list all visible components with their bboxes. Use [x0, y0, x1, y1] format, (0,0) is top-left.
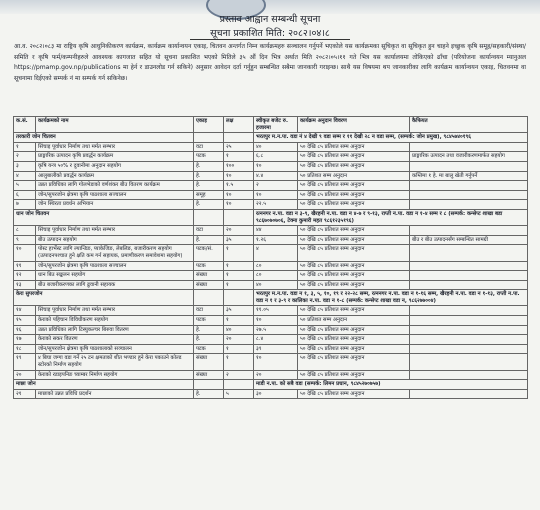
- row-unit: हे.: [194, 325, 224, 335]
- table-row: [14, 142, 528, 152]
- section-blank: [194, 290, 224, 306]
- section-area-contact: रत्ननगर न.पा. वडा न ३-९, खैरहनी न.पा. वडा न ४-७ र ९-१३, राप्ती न.पा. वडा न १-४ सम्म र ८ (सम्पर्क: कन्सेप्ट शाखा बडा ९८६७०७०७०६, टेक्ना कुमारी महत ९८६१२३५१९६): [254, 209, 528, 225]
- row-target: १००: [224, 161, 254, 171]
- row-target: १: [224, 316, 254, 326]
- row-budget: १०: [254, 190, 298, 200]
- table-row: [14, 306, 528, 316]
- table-row: [14, 354, 528, 370]
- row-unit: हे.: [194, 389, 224, 399]
- row-grant: ५० प्रतिशत सम्म अनुदान: [298, 171, 410, 181]
- row-grant: ५० देखि ८५ प्रतिशत सम्म अनुदान: [298, 271, 410, 281]
- section-area-contact: भरतपुर म.न.पा. वडा नं ४ देखी ९ वडा सम्म र ११ देखी २८ न वडा सम्म, (सम्पर्क: जोन प्रमुख), ९८४५७४०१९६: [254, 133, 528, 143]
- row-unit: वटा: [194, 306, 224, 316]
- row-target: १: [224, 245, 254, 261]
- row-sn: २: [14, 152, 36, 162]
- row-grant: ५० देखि ८५ प्रतिशत सम्म अनुदान: [298, 325, 410, 335]
- section-blank: [224, 209, 254, 225]
- table-row: [14, 261, 528, 271]
- row-budget: २७.५: [254, 325, 298, 335]
- row-remarks: [410, 354, 528, 370]
- row-remarks: [410, 344, 528, 354]
- row-grant: ५० देखि ८५ प्रतिशत सम्म अनुदान: [298, 235, 410, 245]
- header-unit: एकाइ: [194, 117, 224, 133]
- header-remarks: कैफियत: [410, 117, 528, 133]
- row-unit: समूह: [194, 190, 224, 200]
- row-unit: संख्या: [194, 354, 224, 370]
- section-row: [14, 133, 528, 143]
- row-remarks: [410, 306, 528, 316]
- row-unit: पटक: [194, 152, 224, 162]
- row-sn: ५: [14, 181, 36, 191]
- row-target: १: [224, 354, 254, 370]
- row-budget: २: [254, 181, 298, 191]
- row-target: १: [224, 271, 254, 281]
- row-unit: हे.: [194, 335, 224, 345]
- row-unit: पटक: [194, 261, 224, 271]
- row-unit: संख्या: [194, 280, 224, 290]
- row-budget: २०: [254, 370, 298, 380]
- table-row: [14, 235, 528, 245]
- row-program: बीउ बजारीकरणका लागि ढुवानी सहायक: [36, 280, 194, 290]
- row-remarks: [410, 280, 528, 290]
- row-sn: १०: [14, 245, 36, 261]
- row-target: २: [224, 370, 254, 380]
- row-target: १०: [224, 190, 254, 200]
- row-budget: ८.४: [254, 335, 298, 345]
- table-row: [14, 226, 528, 236]
- row-program: जोन/सुपरजोन क्षेत्रमा कृषि पाठशालाको सञ्चालन: [36, 344, 194, 354]
- row-unit: संख्या: [194, 271, 224, 281]
- notice-title: प्रस्ताव आह्वान सम्बन्धी सूचना: [219, 14, 321, 25]
- row-sn: १८: [14, 344, 36, 354]
- row-grant: ५० प्रतिशत सम्म अनुदान: [298, 316, 410, 326]
- section-blank: [194, 380, 224, 390]
- row-grant: ५० देखि ८५ प्रतिशत सम्म अनुदान: [298, 161, 410, 171]
- table-row: [14, 245, 528, 261]
- row-program: माछाको उन्नत प्रविधि प्रदर्शन: [36, 389, 194, 399]
- row-remarks: प्राङ्गारिक उत्पादन तथा वजारीकरणमार्फत सहयोग: [410, 152, 528, 162]
- section-area-contact: भरतपुर म.न.पा. वडा न १, ३, ५, १०, १९ र २२-२८ सम्म, रत्ननगर न.पा. वडा न १-१६ सम्म, खैरहनी न.पा. वडा न १-१३, राप्ती न.पा. वडा न १ र ३-९ र कालिका न.पा. वडा न १-८ (सम्पर्क: कन्सेप्ट शाखा वडा न, ९८६२७७००४): [254, 290, 528, 306]
- intro-paragraph: आ.व. २०८२।०८३ मा राष्ट्रिय कृषि आधुनिकीकरण कार्यक्रम, कार्यक्रम कार्यान्वयन एकाइ, चितवन अन्तर्गत निम्न कार्यक्रमहरु सञ्चालन गर्नुपर्ने भएकोले यस कार्यक्रमका सूचिकृत वा सूचिकृत हुन चाहने इच्छुक कृषि समूह/सहकारी/संस्था/समिति र कृषि फर्म/कम्पनीहरुले आवश्यक कागजात सहित यो सूचना प्रकाशित भएको मितिले ३५ औं दिन भित्र अर्थात मिति २०८२।०५।११ गते भित्र यस कार्यालयमा तोकिएको ढाँचा (परियोजना कार्यान्वयन म्यानुअल https://pmamp.gov.np/publications मा हेर्न र डाउनलोड गर्न सकिने) अनुसार आवेदन दर्ता गर्नुहुन सम्बन्धित सबैमा जानकारी गराइन्छ। साथै यस विषयमा थप जानकारीका लागि कार्यक्रम कार्यान्वयन एकाइ, चितवनमा वा सूचनामा दिईएको सम्पर्क नं मा सम्पर्क गर्न सकिनेछ।: [14, 43, 526, 82]
- row-budget: १०: [254, 316, 298, 326]
- row-grant: ५० देखि ८५ प्रतिशत सम्म अनुदान: [298, 200, 410, 210]
- section-area-contact: माडी न.पा. को सबै वडा (सम्पर्क: लिमन प्रधान, ९८४५२७०७५७): [254, 380, 528, 390]
- section-blank: [194, 133, 224, 143]
- header-grant: कार्यक्रम अनुदान विवरण: [298, 117, 410, 133]
- row-target: १: [224, 280, 254, 290]
- row-program: सिंचाइ पूर्वाधार निर्माण तथा मर्मत सम्भार: [36, 306, 194, 316]
- section-title: माछा जोन: [14, 380, 194, 390]
- table-row: [14, 325, 528, 335]
- row-target: १०: [224, 171, 254, 181]
- row-budget: १०: [254, 354, 298, 370]
- row-unit: हे.: [194, 200, 224, 210]
- row-remarks: [410, 271, 528, 281]
- row-remarks: [410, 335, 528, 345]
- row-sn: १५: [14, 316, 36, 326]
- row-program: प्राङ्गारिक उत्पादन कृषि प्रवर्द्धन कार्यक्रम: [36, 152, 194, 162]
- row-grant: ५० देखि ८५ प्रतिशत सम्म अनुदान: [298, 306, 410, 316]
- row-target: ३५: [224, 306, 254, 316]
- table-row: [14, 161, 528, 171]
- row-program: सिंचाइ पूर्वाधार निर्माण तथा मर्मत सम्भार: [36, 226, 194, 236]
- row-budget: १०: [254, 161, 298, 171]
- row-budget: ८०: [254, 271, 298, 281]
- table-header-row: [14, 117, 528, 133]
- row-program: सिंचाइ पूर्वाधार निर्माण तथा मर्मत सम्भार: [36, 142, 194, 152]
- row-grant: ५० देखि ८५ प्रतिशत सम्म अनुदान: [298, 226, 410, 236]
- row-program: धान बिउ सङ्कलन सहयोग: [36, 271, 194, 281]
- header-sn: क.सं.: [14, 117, 36, 133]
- row-sn: ३: [14, 161, 36, 171]
- row-sn: १२: [14, 271, 36, 281]
- row-budget: ४०: [254, 142, 298, 152]
- row-target: १: [224, 344, 254, 354]
- row-remarks: बीउ र बीउ उत्पादनसँग सम्बन्धित सामग्री: [410, 235, 528, 245]
- section-blank: [224, 380, 254, 390]
- row-program: उन्नत प्रविधिका लागि गोलभेडाको वर्णशंकर बीउ वितरण कार्यक्रम: [36, 181, 194, 191]
- row-target: ४०: [224, 325, 254, 335]
- row-target: १: [224, 152, 254, 162]
- row-grant: ५० देखि ८५ प्रतिशत सम्म अनुदान: [298, 389, 410, 399]
- row-unit: हे.: [194, 161, 224, 171]
- table-row: [14, 280, 528, 290]
- row-program: जोन स्थिरता प्रवर्धन अभियान: [36, 200, 194, 210]
- row-unit: संख्या: [194, 370, 224, 380]
- row-target: ३५: [224, 235, 254, 245]
- row-unit: हे.: [194, 235, 224, 245]
- table-row: [14, 181, 528, 191]
- row-unit: हे.: [194, 171, 224, 181]
- row-unit: वटा: [194, 142, 224, 152]
- row-target: २५: [224, 142, 254, 152]
- row-grant: ५० देखि ८५ प्रतिशत सम्म अनुदान: [298, 152, 410, 162]
- row-sn: १६: [14, 325, 36, 335]
- row-program: केराको पहिचान विविधीकरण सहयोग: [36, 316, 194, 326]
- row-program: बीउ उत्पादन सहयोग: [36, 235, 194, 245]
- row-program: केराको रडाइपनिङ च्याम्बर निर्माण सहयोग: [36, 370, 194, 380]
- row-grant: ५० देखि ८५ प्रतिशत सम्म अनुदान: [298, 190, 410, 200]
- row-budget: ८०: [254, 261, 298, 271]
- row-remarks: [410, 226, 528, 236]
- row-remarks: [410, 261, 528, 271]
- row-budget: ३९: [254, 344, 298, 354]
- row-remarks: कम्तिमा १ हे. मा बालु खेती गर्नुपर्ने: [410, 171, 528, 181]
- row-target: १: [224, 261, 254, 271]
- row-budget: ४: [254, 245, 298, 261]
- row-sn: २०: [14, 370, 36, 380]
- section-title: केरा सुपरजोन: [14, 290, 194, 306]
- row-remarks: [410, 190, 528, 200]
- row-program: पोस्ट हार्भेस्ट लागि ल्यान्डिङ, प्याकेजिङ, लेबलिङ, बजारीकरण सहयोग (उत्पादनपश्चात हुने क्षति कम गर्न सहायक, प्रमाणीकरण समावेशमा सहयोग): [36, 245, 194, 261]
- row-budget: ४.४: [254, 171, 298, 181]
- section-title: तरकारी जोन चितवन: [14, 133, 194, 143]
- row-budget: ३०: [254, 389, 298, 399]
- table-row: [14, 344, 528, 354]
- row-remarks: [410, 200, 528, 210]
- row-grant: ५० देखि ८५ प्रतिशत सम्म अनुदान: [298, 261, 410, 271]
- row-sn: १४: [14, 306, 36, 316]
- row-grant: ५० देखि ८५ प्रतिशत सम्म अनुदान: [298, 142, 410, 152]
- row-budget: ४४: [254, 226, 298, 236]
- section-row: [14, 209, 528, 225]
- table-body: [14, 133, 528, 399]
- notice-date: सूचना प्रकाशित मिति: २०८२।०४।८: [190, 26, 350, 40]
- row-sn: ८: [14, 226, 36, 236]
- row-sn: ६: [14, 190, 36, 200]
- row-target: २०: [224, 335, 254, 345]
- row-sn: १९: [14, 354, 36, 370]
- row-unit: पटक: [194, 344, 224, 354]
- row-budget: ४०: [254, 280, 298, 290]
- row-budget: २२.५: [254, 200, 298, 210]
- row-sn: १७: [14, 335, 36, 345]
- section-blank: [224, 133, 254, 143]
- row-remarks: [410, 161, 528, 171]
- table-row: [14, 190, 528, 200]
- row-program: आलुबालीको प्रवर्द्धन कार्यक्रम: [36, 171, 194, 181]
- section-row: [14, 290, 528, 306]
- row-budget: ६.८: [254, 152, 298, 162]
- table-row: [14, 152, 528, 162]
- row-grant: ५० देखि ८५ प्रतिशत सम्म अनुदान: [298, 335, 410, 345]
- row-unit: पटक/सं.: [194, 245, 224, 261]
- program-table: [13, 116, 528, 399]
- row-sn: ९: [14, 235, 36, 245]
- table-row: [14, 335, 528, 345]
- table-row: [14, 171, 528, 181]
- row-remarks: [410, 316, 528, 326]
- row-sn: २१: [14, 389, 36, 399]
- table-row: [14, 370, 528, 380]
- row-grant: ५० देखि ८५ प्रतिशत सम्म अनुदान: [298, 280, 410, 290]
- row-program: जोन/सुपरजोन क्षेत्रमा कृषि पाठशाला सञ्चालन: [36, 261, 194, 271]
- table-row: [14, 316, 528, 326]
- row-sn: ७: [14, 200, 36, 210]
- row-target: २०: [224, 226, 254, 236]
- section-blank: [194, 209, 224, 225]
- row-program: ४ बिघा जग्गा वडा गर्ने २५ टन क्षमताको शीत भण्डार हुने केरा पकाउने कोल्ड स्टोरको निर्माण सहयोग: [36, 354, 194, 370]
- table-row: [14, 389, 528, 399]
- row-sn: ११: [14, 261, 36, 271]
- row-program: केराको सकर वितरण: [36, 335, 194, 345]
- row-grant: ५० देखि ८५ प्रतिशत सम्म अनुदान: [298, 370, 410, 380]
- section-blank: [224, 290, 254, 306]
- row-program: उन्नत प्रविधिका लागि टिस्युकल्चर बिरुवा वितरण: [36, 325, 194, 335]
- row-budget: १.२६: [254, 235, 298, 245]
- row-unit: वटा: [194, 226, 224, 236]
- row-program: कृषि यन्त्र ५०% र दुवानीमा अनुदान सहयोग: [36, 161, 194, 171]
- row-target: १०: [224, 200, 254, 210]
- row-sn: १: [14, 142, 36, 152]
- row-program: जोन/सुपरजोन क्षेत्रमा कृषि पाठशाला सञ्चालन: [36, 190, 194, 200]
- row-sn: १३: [14, 280, 36, 290]
- row-unit: पटक: [194, 316, 224, 326]
- row-grant: ५० देखि ८५ प्रतिशत सम्म अनुदान: [298, 245, 410, 261]
- row-remarks: [410, 389, 528, 399]
- row-budget: ११.०५: [254, 306, 298, 316]
- section-row: [14, 380, 528, 390]
- row-remarks: [410, 245, 528, 261]
- row-grant: ५० देखि ८५ प्रतिशत सम्म अनुदान: [298, 181, 410, 191]
- row-remarks: [410, 142, 528, 152]
- header-program: कार्यक्रमको नाम: [36, 117, 194, 133]
- row-remarks: [410, 181, 528, 191]
- row-grant: ५० देखि ८५ प्रतिशत सम्म अनुदान: [298, 354, 410, 370]
- row-unit: हे.: [194, 181, 224, 191]
- row-remarks: [410, 370, 528, 380]
- row-grant: ५० देखि ८५ प्रतिशत सम्म अनुदान: [298, 344, 410, 354]
- table-row: [14, 200, 528, 210]
- header-budget: स्वीकृत बजेट रु. हजारमा: [254, 117, 298, 133]
- row-target: १.५: [224, 181, 254, 191]
- table-row: [14, 271, 528, 281]
- section-title: धान जोन चितवन: [14, 209, 194, 225]
- row-remarks: [410, 325, 528, 335]
- row-target: ५: [224, 389, 254, 399]
- row-sn: ४: [14, 171, 36, 181]
- header-target: लक्ष: [224, 117, 254, 133]
